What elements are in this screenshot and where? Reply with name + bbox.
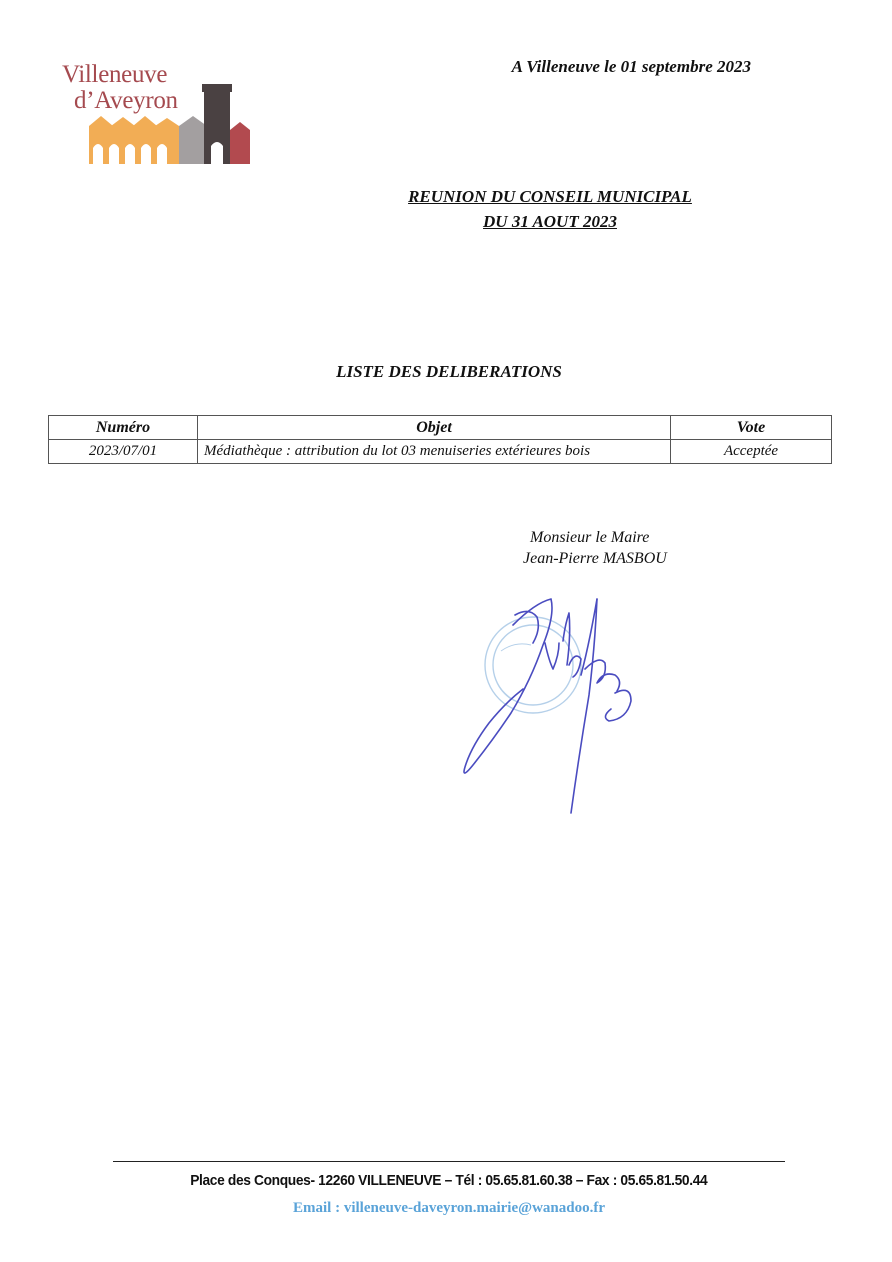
footer-email-link[interactable]: Email : villeneuve-daveyron.mairie@wanadoo.fr xyxy=(293,1200,605,1216)
meeting-title-line2: DU 31 AOUT 2023 xyxy=(483,212,617,231)
signatory-title: Monsieur le Maire xyxy=(530,529,650,546)
footer-address: Place des Conques- 12260 VILLENEUVE – Tél : 05.65.81.60.38 – Fax : 05.65.81.50.44 xyxy=(190,1172,708,1189)
column-header-numero: Numéro xyxy=(49,416,198,440)
logo-text-line2: d’Aveyron xyxy=(74,87,178,114)
table-header-row xyxy=(49,416,832,440)
deliberations-table xyxy=(48,415,832,464)
column-header-objet: Objet xyxy=(198,416,671,440)
column-header-vote: Vote xyxy=(671,416,832,440)
table-row xyxy=(49,440,832,464)
cell-vote: Acceptée xyxy=(671,440,832,464)
cell-numero: 2023/07/01 xyxy=(49,440,198,464)
signatory-name: Jean-Pierre MASBOU xyxy=(523,550,667,567)
village-skyline-icon xyxy=(87,84,252,166)
document-date: A Villeneuve le 01 septembre 2023 xyxy=(511,57,751,76)
deliberations-list-title: LISTE DES DELIBERATIONS xyxy=(336,362,562,381)
cell-objet: Médiathèque : attribution du lot 03 menuiseries extérieures bois xyxy=(198,440,671,464)
logo-text-line1: Villeneuve xyxy=(62,61,168,88)
signature-with-stamp xyxy=(455,585,645,820)
municipality-logo xyxy=(60,60,255,170)
footer-divider xyxy=(113,1161,785,1162)
handwritten-signature-icon xyxy=(464,599,631,813)
meeting-title-line1: REUNION DU CONSEIL MUNICIPAL xyxy=(408,187,692,206)
